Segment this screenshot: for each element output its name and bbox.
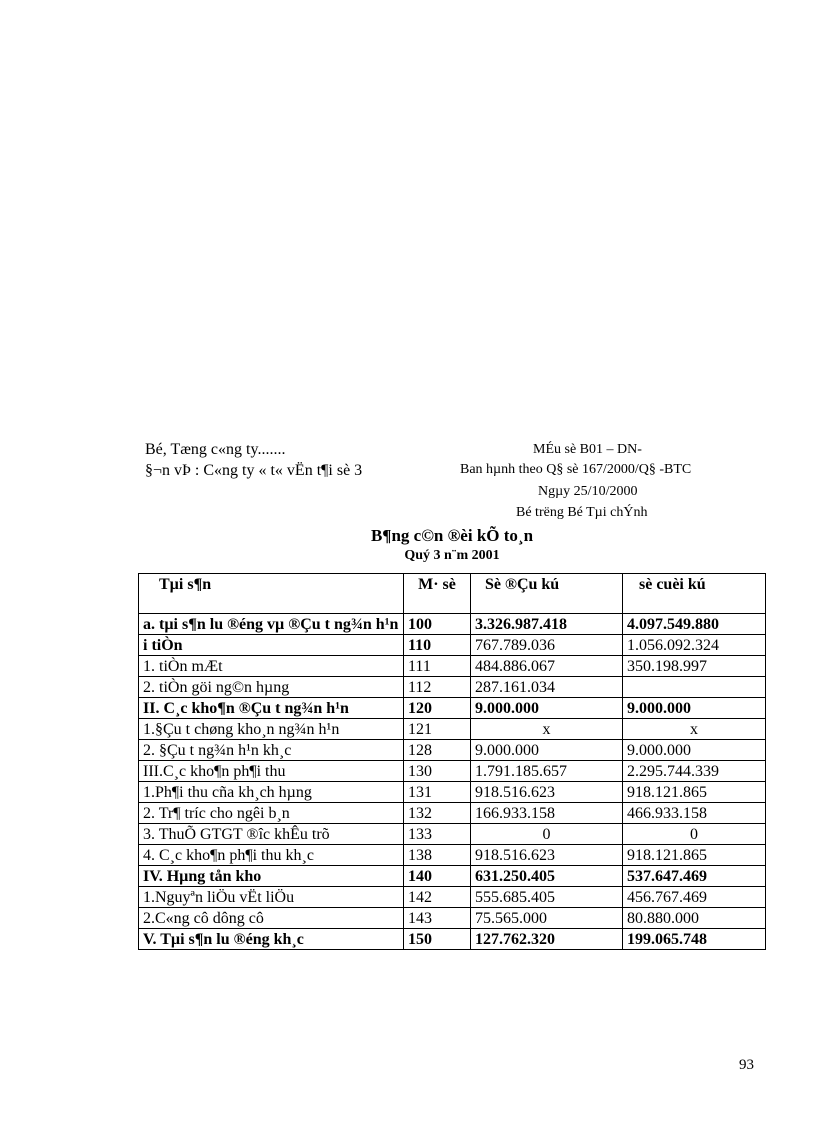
table-row xyxy=(139,887,766,908)
row-end: 918.121.865 xyxy=(623,845,766,866)
row-begin: 767.789.036 xyxy=(471,635,623,656)
row-code: 138 xyxy=(404,845,471,866)
row-begin: 484.886.067 xyxy=(471,656,623,677)
form-ministry: Bé trëng Bé Tµi chÝnh xyxy=(516,505,648,520)
row-name: 2. §Çu t ng¾n h¹n kh¸c xyxy=(139,740,404,761)
table-row xyxy=(139,803,766,824)
document-title: B¶ng c©n ®èi kÕ to¸n xyxy=(370,526,534,545)
header-code: M· sè xyxy=(404,574,471,614)
row-code: 110 xyxy=(404,635,471,656)
row-begin: x xyxy=(471,719,623,740)
table-row xyxy=(139,929,766,950)
row-begin: 75.565.000 xyxy=(471,908,623,929)
form-date: Ngµy 25/10/2000 xyxy=(538,484,638,499)
row-begin: 127.762.320 xyxy=(471,929,623,950)
table-row xyxy=(139,782,766,803)
header-ending-balance: sè cuèi kú xyxy=(623,574,766,614)
row-name: 1.Nguyªn liÖu vËt liÖu xyxy=(139,887,404,908)
row-code: 128 xyxy=(404,740,471,761)
row-name: 1.§Çu t chøng kho¸n ng¾n h¹n xyxy=(139,719,404,740)
header-assets: Tµi s¶n xyxy=(139,574,404,614)
row-name: 2.C«ng cô dông cô xyxy=(139,908,404,929)
table-row xyxy=(139,719,766,740)
table-row xyxy=(139,698,766,719)
row-end: 9.000.000 xyxy=(623,740,766,761)
row-begin: 287.161.034 xyxy=(471,677,623,698)
table-row xyxy=(139,740,766,761)
row-begin: 9.000.000 xyxy=(471,698,623,719)
table-row xyxy=(139,908,766,929)
row-code: 132 xyxy=(404,803,471,824)
row-code: 140 xyxy=(404,866,471,887)
page-number: 93 xyxy=(739,1057,754,1073)
header-beginning-balance: Sè ®Çu kú xyxy=(471,574,623,614)
row-name: V. Tµi s¶n lu ®éng kh¸c xyxy=(139,929,404,950)
row-name: III.C¸c kho¶n ph¶i thu xyxy=(139,761,404,782)
row-begin: 555.685.405 xyxy=(471,887,623,908)
row-code: 100 xyxy=(404,614,471,635)
row-begin: 918.516.623 xyxy=(471,782,623,803)
row-code: 121 xyxy=(404,719,471,740)
row-end: 456.767.469 xyxy=(623,887,766,908)
row-name: IV. Hµng tån kho xyxy=(139,866,404,887)
row-name: 3. ThuÕ GTGT ®îc khÊu trõ xyxy=(139,824,404,845)
row-end: 350.198.997 xyxy=(623,656,766,677)
row-end: 4.097.549.880 xyxy=(623,614,766,635)
row-end: 9.000.000 xyxy=(623,698,766,719)
row-code: 143 xyxy=(404,908,471,929)
table-row xyxy=(139,677,766,698)
row-end: 0 xyxy=(623,824,766,845)
row-end xyxy=(623,677,766,698)
row-code: 112 xyxy=(404,677,471,698)
row-name: a. tµi s¶n lu ®éng vµ ®Çu t ng¾n h¹n xyxy=(139,614,404,635)
row-begin: 3.326.987.418 xyxy=(471,614,623,635)
row-code: 133 xyxy=(404,824,471,845)
table-row xyxy=(139,656,766,677)
row-code: 120 xyxy=(404,698,471,719)
table-row xyxy=(139,845,766,866)
row-end: 537.647.469 xyxy=(623,866,766,887)
document-period: Quý 3 n¨m 2001 xyxy=(404,548,500,563)
row-end: 199.065.748 xyxy=(623,929,766,950)
row-begin: 918.516.623 xyxy=(471,845,623,866)
row-code: 131 xyxy=(404,782,471,803)
table-row xyxy=(139,635,766,656)
row-name: 2. Tr¶ tríc cho ngêi b¸n xyxy=(139,803,404,824)
row-code: 130 xyxy=(404,761,471,782)
table-header-row xyxy=(139,574,766,614)
row-code: 111 xyxy=(404,656,471,677)
row-begin: 9.000.000 xyxy=(471,740,623,761)
table-row xyxy=(139,824,766,845)
form-issued-by: Ban hµnh theo Q§ sè 167/2000/Q§ -BTC xyxy=(460,462,692,477)
row-name: II. C¸c kho¶n ®Çu t ng¾n h¹n xyxy=(139,698,404,719)
row-end: 2.295.744.339 xyxy=(623,761,766,782)
row-name: 1.Ph¶i thu cña kh¸ch hµng xyxy=(139,782,404,803)
parent-organization: Bé, Tæng c«ng ty....... xyxy=(145,441,286,458)
row-end: x xyxy=(623,719,766,740)
row-code: 150 xyxy=(404,929,471,950)
row-end: 466.933.158 xyxy=(623,803,766,824)
row-begin: 0 xyxy=(471,824,623,845)
reporting-unit: §¬n vÞ : C«ng ty « t« vËn t¶i sè 3 xyxy=(145,462,363,479)
row-name: 1. tiÒn mÆt xyxy=(139,656,404,677)
table-row xyxy=(139,614,766,635)
row-end: 918.121.865 xyxy=(623,782,766,803)
row-name: 2. tiÒn göi ng©n hµng xyxy=(139,677,404,698)
row-name: 4. C¸c kho¶n ph¶i thu kh¸c xyxy=(139,845,404,866)
row-code: 142 xyxy=(404,887,471,908)
table-row xyxy=(139,866,766,887)
row-begin: 631.250.405 xyxy=(471,866,623,887)
row-end: 1.056.092.324 xyxy=(623,635,766,656)
row-begin: 1.791.185.657 xyxy=(471,761,623,782)
form-number: MÉu sè B01 – DN- xyxy=(533,442,642,457)
row-name: i tiÒn xyxy=(139,635,404,656)
row-end: 80.880.000 xyxy=(623,908,766,929)
balance-sheet-table xyxy=(138,573,766,950)
row-begin: 166.933.158 xyxy=(471,803,623,824)
table-row xyxy=(139,761,766,782)
